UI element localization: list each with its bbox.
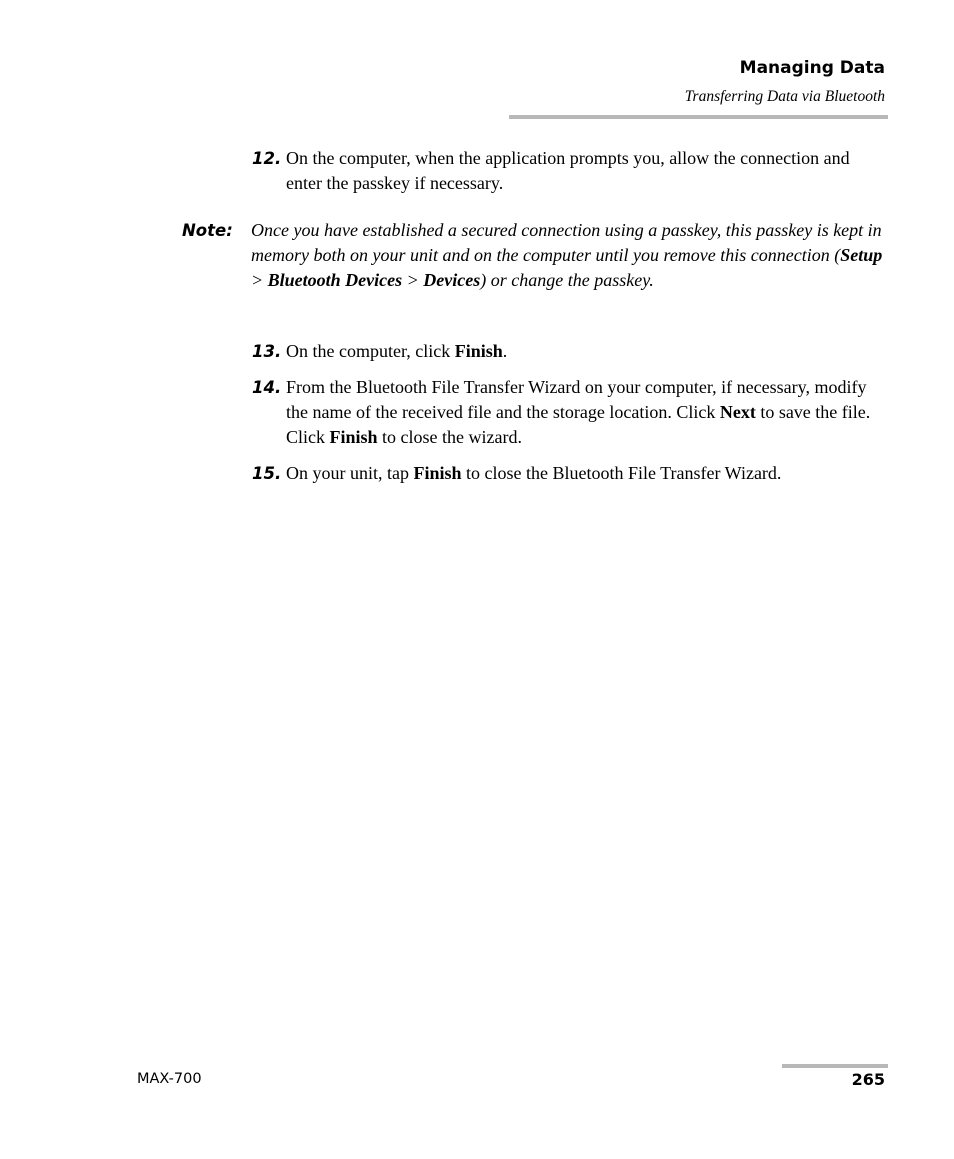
menu-path-devices: Devices xyxy=(423,270,481,290)
step-text xyxy=(286,375,872,450)
page-number: 265 xyxy=(851,1070,885,1089)
menu-path-bluetooth-devices: Bluetooth Devices xyxy=(267,270,403,290)
step-text-part: On the computer, click xyxy=(286,341,455,361)
running-header-title: Managing Data xyxy=(739,58,885,78)
step-number: 14. xyxy=(252,378,282,397)
step-number: 12. xyxy=(252,149,282,168)
menu-path-setup: Setup xyxy=(840,245,883,265)
step-number: 13. xyxy=(252,342,282,361)
step-13 xyxy=(252,339,872,364)
note-text-part: Once you have established a secured connection using a passkey, this passkey is kept in memory both on your unit and on the computer until you remove this connection ( xyxy=(251,220,882,265)
step-12 xyxy=(252,146,872,196)
step-text-part: On your unit, tap xyxy=(286,463,414,483)
step-text xyxy=(286,461,872,486)
running-header-subtitle: Transferring Data via Bluetooth xyxy=(684,88,885,105)
step-text-part: From the Bluetooth File Transfer Wizard on your computer, if necessary, modify the name of the received file and the storage location. Click xyxy=(286,377,867,422)
note-text-part: > xyxy=(251,270,268,290)
note-text-part: ) or change the passkey. xyxy=(480,270,654,290)
ui-term-finish: Finish xyxy=(413,463,462,483)
note-text-part: > xyxy=(402,270,424,290)
step-text xyxy=(286,339,872,364)
step-text-part: to close the Bluetooth File Transfer Wizard. xyxy=(461,463,782,483)
ui-term-next: Next xyxy=(719,402,756,422)
ui-term-finish: Finish xyxy=(454,341,503,361)
footer-rule xyxy=(782,1064,888,1068)
ui-term-finish: Finish xyxy=(329,427,378,447)
step-15 xyxy=(252,461,872,486)
note-block xyxy=(182,218,892,293)
note-label: Note: xyxy=(182,221,233,240)
step-text: On the computer, when the application prompts you, allow the connection and enter the passkey if necessary. xyxy=(286,148,850,193)
footer-product-name: MAX-700 xyxy=(137,1071,202,1087)
step-text-part: . xyxy=(502,341,508,361)
step-text-part: to close the wizard. xyxy=(377,427,522,447)
step-text-part: to save the file. Click xyxy=(286,402,871,447)
header-rule xyxy=(509,115,888,119)
note-text xyxy=(251,218,892,293)
step-number: 15. xyxy=(252,464,282,483)
step-14 xyxy=(252,375,872,450)
